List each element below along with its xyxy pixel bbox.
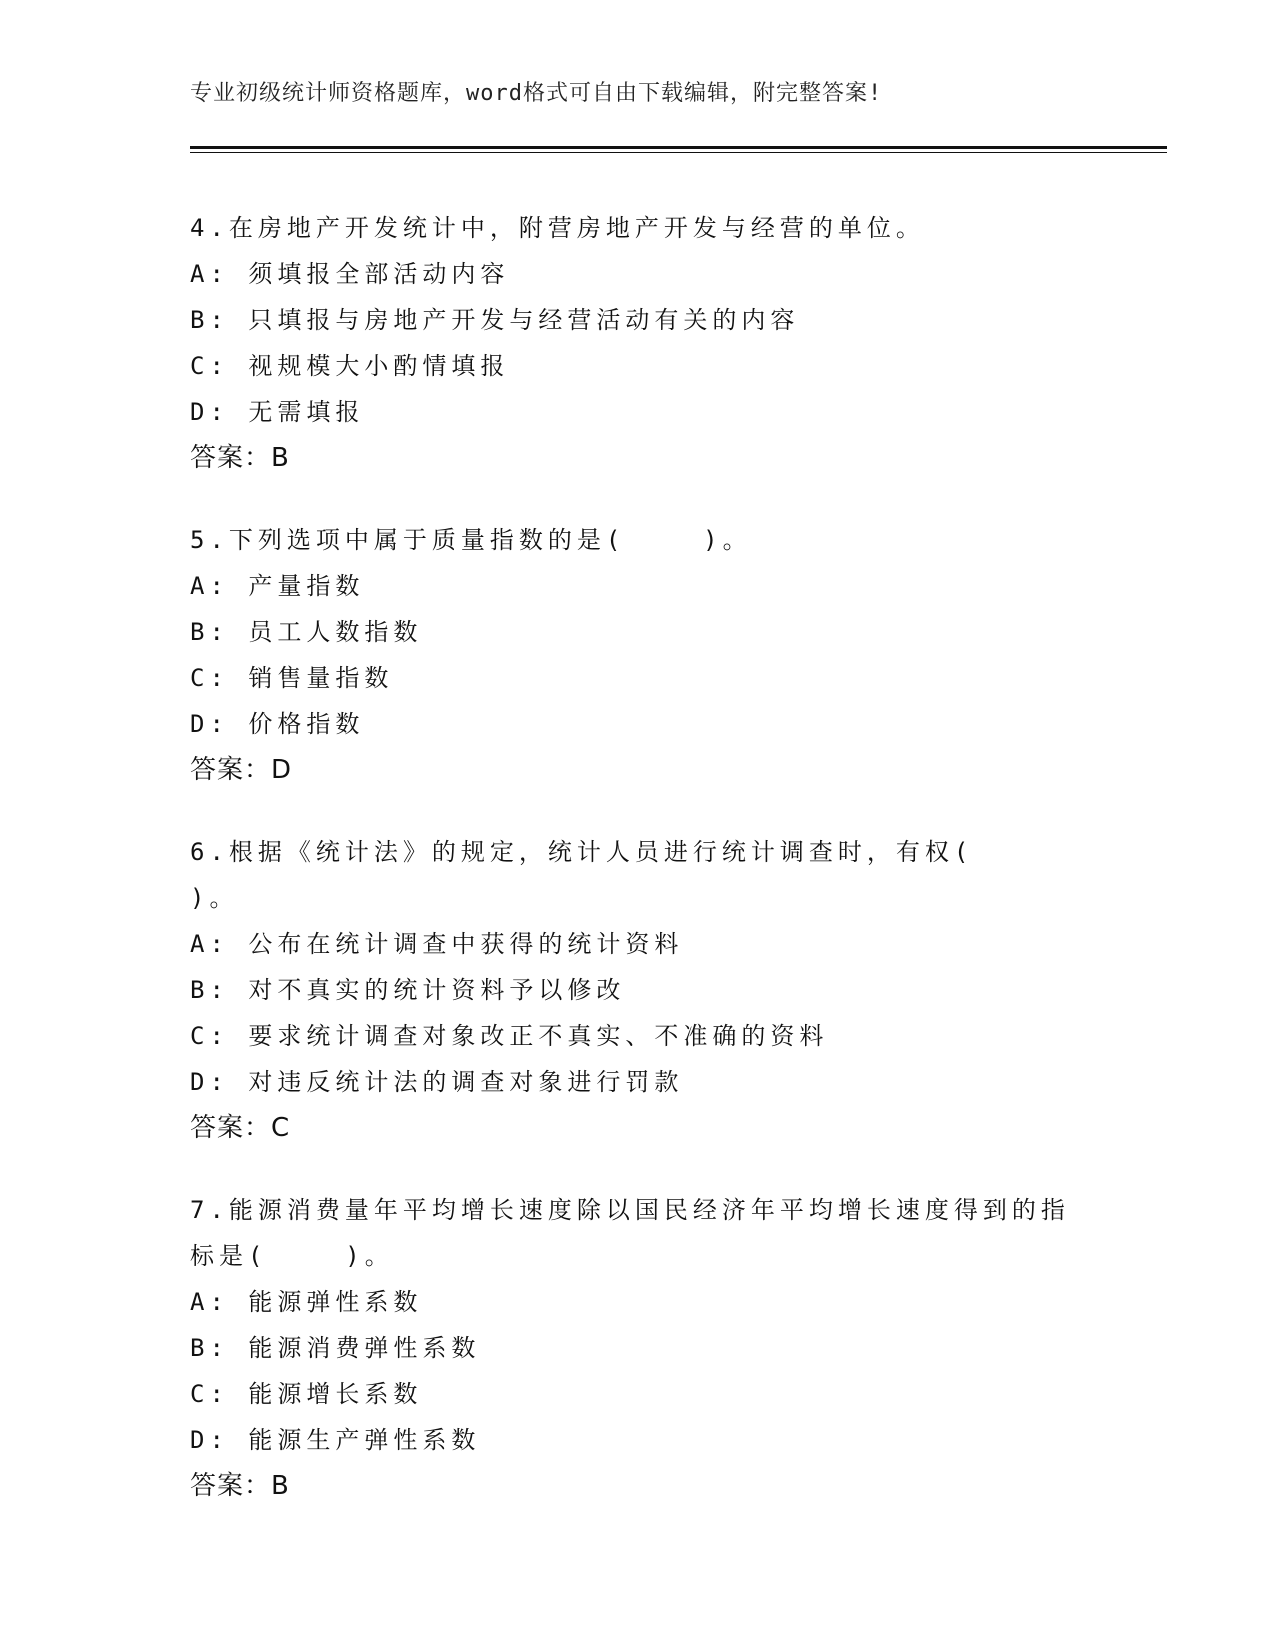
option-d: D: 能源生产弹性系数 xyxy=(190,1426,481,1454)
option-d: D: 价格指数 xyxy=(190,710,365,738)
option-b: B: 对不真实的统计资料予以修改 xyxy=(190,976,626,1004)
answer: 答案：B xyxy=(190,443,290,473)
answer: 答案：B xyxy=(190,1471,290,1501)
answer: 答案：C xyxy=(190,1113,291,1143)
option-c: C: 销售量指数 xyxy=(190,664,394,692)
page-header: 专业初级统计师资格题库，word格式可自由下载编辑，附完整答案! xyxy=(190,81,883,106)
question-5 xyxy=(190,517,1090,793)
option-d: D: 对违反统计法的调查对象进行罚款 xyxy=(190,1068,684,1096)
question-7 xyxy=(190,1187,1090,1509)
question-title: 5.下列选项中属于质量指数的是( )。 xyxy=(190,526,752,554)
option-a: A: 须填报全部活动内容 xyxy=(190,260,510,288)
header-rule-thin xyxy=(190,152,1167,153)
option-a: A: 产量指数 xyxy=(190,572,365,600)
option-a: A: 公布在统计调查中获得的统计资料 xyxy=(190,930,684,958)
question-title: 4.在房地产开发统计中，附营房地产开发与经营的单位。 xyxy=(190,214,925,242)
answer: 答案：D xyxy=(190,755,293,785)
question-list xyxy=(190,205,1090,1545)
question-title: 7.能源消费量年平均增长速度除以国民经济年平均增长速度得到的指标是( )。 xyxy=(190,1196,1070,1270)
header-rule-thick xyxy=(190,146,1167,149)
option-a: A: 能源弹性系数 xyxy=(190,1288,423,1316)
question-title: 6.根据《统计法》的规定，统计人员进行统计调查时，有权( )。 xyxy=(190,838,1052,912)
option-b: B: 只填报与房地产开发与经营活动有关的内容 xyxy=(190,306,800,334)
option-b: B: 能源消费弹性系数 xyxy=(190,1334,481,1362)
question-4 xyxy=(190,205,1090,481)
option-c: C: 视规模大小酌情填报 xyxy=(190,352,510,380)
option-d: D: 无需填报 xyxy=(190,398,365,426)
option-c: C: 能源增长系数 xyxy=(190,1380,423,1408)
option-c: C: 要求统计调查对象改正不真实、不准确的资料 xyxy=(190,1022,829,1050)
question-6 xyxy=(190,829,1090,1151)
option-b: B: 员工人数指数 xyxy=(190,618,423,646)
